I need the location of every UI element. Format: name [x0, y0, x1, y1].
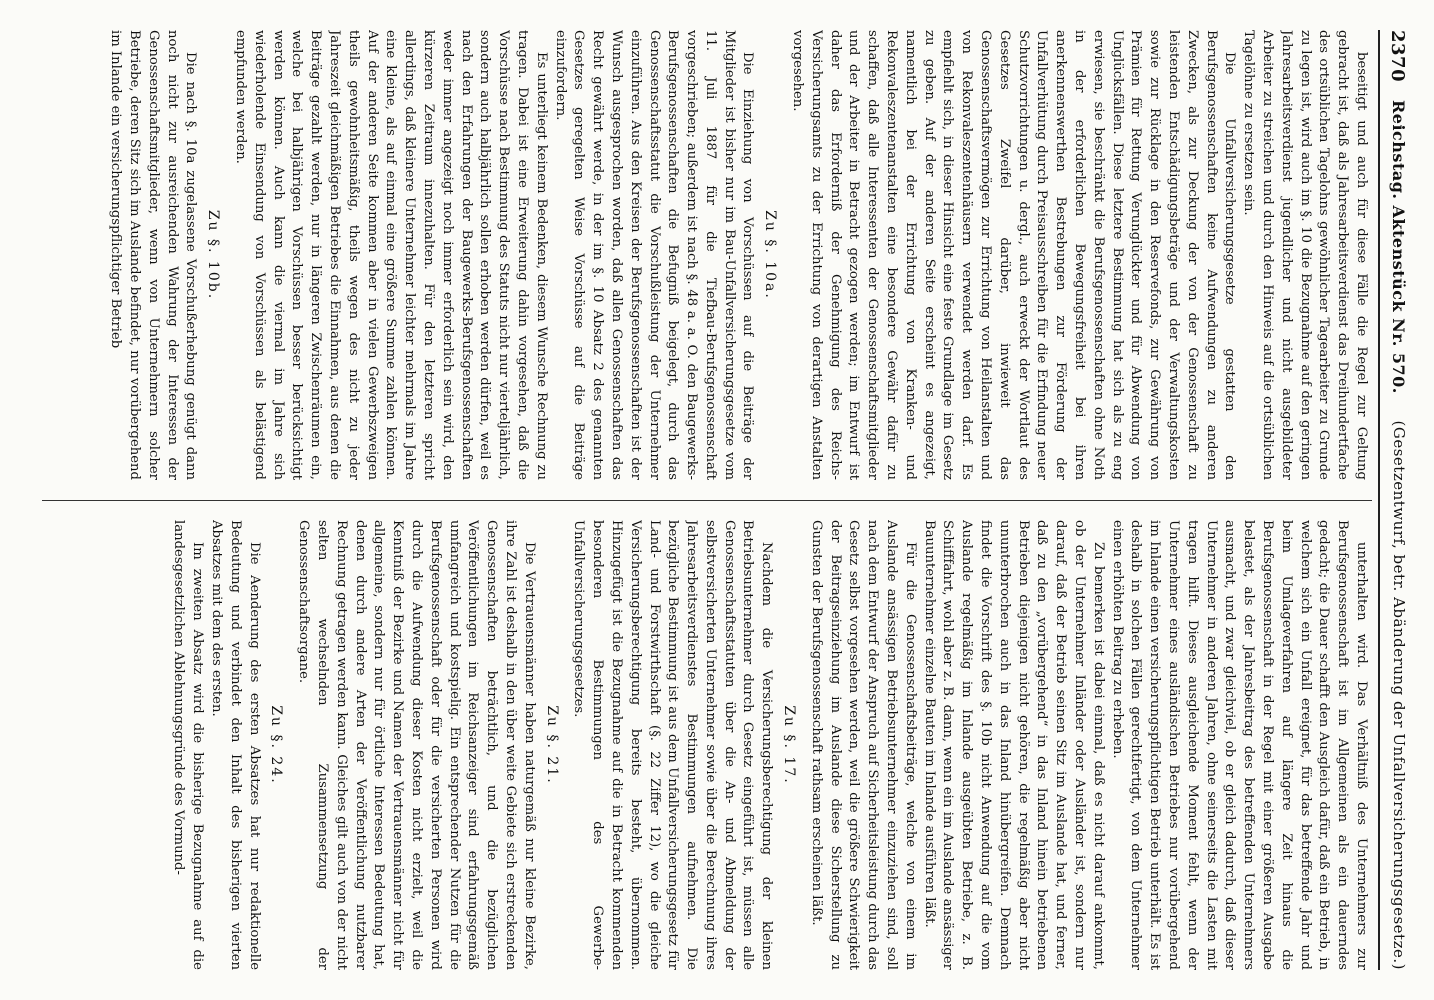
- section-heading: Zu §. 17.: [781, 705, 798, 785]
- paragraph: Die nach §. 10a zugelassene Vorschußerhebung genügt dann noch nicht zur ausreichenden Wahrung der Interessen der Genossenschaftsmitglieder, wenn von Unternehmern solcher Betriebe, deren Sitz sich im Auslande befindet, nur vorübergehend im Inlande ein versicherungspflichtiger Betrieb: [108, 30, 199, 480]
- paragraph: beseitigt und auch für diese Fälle die Regel zur Geltung gebracht ist, daß als Jahresarbeitsverdienst das Dreihundertfache des ortsüblichen Tagelohns gewöhnlicher Tagearbeiter zu Grunde zu legen ist, wird auch im §. 10 die Bezugnahme auf den geringen Jahresarbeitsverdienst jugendlicher und nicht ausgebildeter Arbeiter zu streichen und durch den Hinweis auf die ortsüblichen Tagelöhne zu ersetzen sein.: [1241, 30, 1369, 480]
- left-column: [40, 30, 1370, 480]
- page-subtitle: (Gesetzentwurf, betr. Abänderung der Unfallversicherungsgesetze.): [1390, 420, 1408, 970]
- paragraph: Es unterliegt keinem Bedenken, diesem Wunsche Rechnung zu tragen. Dabei ist eine Erweiterung dahin vorgesehen, daß die Vorschüsse nach Bestimmung des Statuts nicht nur vierteljährlich, sondern auch halbjährlich sollen erhoben werden dürfen, weil es nach den Erfahrungen der Baugewerks-Berufsgenossenschaften weder immer angezeigt noch immer erforderlich sein wird, den kürzeren Zeitraum innezuhalten. Für den letzteren spricht allerdings, daß kleinere Unternehmer leichter mehrmals im Jahre eine kleine, als auf einmal eine größere Summe zahlen können. Auf der anderen Seite kommen aber in vielen Gewerbszweigen theils gewohnheitsmäßig, theils wegen des nicht zu jeder Jahreszeit gleichmäßigen Betriebes die Einnahmen, aus denen die Beiträge gezahlt werden, nur in längeren Zwischenräumen ein, welche bei halbjährigen Vorschüssen besser berücksichtigt werden können. Auch kann die viermal im Jahre sich wiederholende Einsendung von Vorschüssen als belästigend empfunden werden.: [232, 30, 549, 480]
- column-divider: [42, 500, 1372, 501]
- section-heading: Zu §. 10b.: [205, 209, 222, 301]
- right-column: [40, 520, 1370, 970]
- paragraph: Die Unfallversicherungsgesetze gestatten den Berufsgenossenschaften keine Aufwendungen zu anderen Zwecken, als zur Deckung der von der Genossenschaft zu leistenden Entschädigungsbeträge und der Verwaltungskosten sowie zur Rücklage in den Reservefonds, zur Gewährung von Prämien für Rettung Verunglückter und für Abwendung von Unglücksfällen. Diese letztere Bestimmung hat sich als zu eng erwiesen, sie beschränkt die Berufsgenossenschaften ohne Noth in der erforderlichen Bewegungsfreiheit bei ihren anerkennenswerthen Bestrebungen zur Förderung der Unfallverhütung durch Preisausschreiben für die Erfindung neuer Schutzvorrichtungen u. dergl., auch erweckt der Wortlaut des Gesetzes Zweifel darüber, inwieweit das Genossenschaftsvermögen zur Errichtung von Heilanstalten und von Rekonvaleszentenhäusern verwendet werden darf. Es empfiehlt sich, in dieser Hinsicht eine feste Grundlage im Gesetz zu geben. Auf der anderen Seite erscheint es angezeigt, namentlich bei der Errichtung von Kranken- und Rekonvaleszentenanstalten eine besondere Gewähr dafür zu schaffen, daß alle Interessenten der Genossenschaftsmitglieder und der Arbeiter in Betracht gezogen werden; im Entwurf ist daher das Erforderniß der Genehmigung des Reichs-Versicherungsamts zu der Errichtung von derartigen Anstalten vorgesehen.: [790, 30, 1238, 480]
- page-title: Reichstag. Aktenstück Nr. 570.: [1389, 100, 1408, 394]
- paragraph: Für die Genossenschaftsbeiträge, welche von einem im Auslande ansässigen Betriebsunternehmer einzuziehen sind, soll nach dem Entwurf der Anspruch auf Sicherheitsleistung durch das Gesetz selbst vorgesehen werden, weil die größere Schwierigkeit der Beitragseinziehung im Auslande diese Sicherstellung zu Gunsten der Berufsgenossenschaft rathsam erscheinen läßt.: [808, 520, 918, 970]
- paragraph: Die Aenderung des ersten Absatzes hat nur redaktionelle Bedeutung und verbindet den Inhalt des bisherigen vierten Absatzes mit dem des ersten.: [208, 520, 262, 970]
- page-header: [1378, 30, 1420, 970]
- paragraph: Zu bemerken ist dabei einmal, daß es nicht darauf ankommt, ob der Unternehmer Inländer oder Ausländer ist, sondern nur darauf, daß der Betrieb seinen Sitz im Auslande hat, und ferner, daß zu den „vorübergehend“ in das Inland hinein betriebenen Betrieben diejenigen nicht gehören, die regelmäßig aber nicht ununterbrochen auch in das Inland hinübergreifen. Demnach findet die Vorschrift des §. 10b nicht Anwendung auf die vom Auslande regelmäßig im Inlande ausgeübten Betriebe, z. B. Schifffahrt, wohl aber z. B. dann, wenn ein im Auslande ansässiger Bauunternehmer einzelne Bauten im Inlande ausführen läßt.: [921, 520, 1106, 970]
- page-number: 2370: [1387, 30, 1408, 83]
- section-heading: Zu §. 24.: [268, 705, 285, 785]
- paragraph: Im zweiten Absatz wird die bisherige Bezugnahme auf die landesgesetzlichen Ablehnungsgründe des Vormund-: [171, 520, 206, 970]
- paragraph: Die Einziehung von Vorschüssen auf die Beiträge der Mitglieder ist bisher nur im Bau-Unfallversicherungsgesetze vom 11. Juli 1887 für die Tiefbau-Berufsgenossenschaft vorgeschrieben; außerdem ist nach §. 48 a. a. O. den Baugewerks-Berufsgenossenschaften die Befugniß beigelegt, durch das Genossenschaftsstatut die Vorschußleistung der Unternehmer einzuführen. Aus den Kreisen der Berufsgenossenschaften ist der Wunsch ausgesprochen worden, daß allen Genossenschaften das Recht gewährt werde, in der im §. 10 Absatz 2 des genannten Gesetzes geregelten Weise Vorschüsse auf die Beiträge einzufordern.: [552, 30, 756, 480]
- section-heading: Zu §. 10a.: [762, 210, 779, 300]
- section-heading: Zu §. 21.: [543, 705, 560, 785]
- paragraph: Nachdem die Versicherungsberechtigung der kleinen Betriebsunternehmer durch Gesetz eingeführt ist, müssen alle Genossenschaftsstatuten über die An- und Abmeldung der selbstversicherten Unternehmer sowie über die Berechnung ihres Jahresarbeitsverdienstes Bestimmungen aufnehmen. Die bezügliche Bestimmung ist aus dem Unfallversicherungsgesetz für Land- und Forstwirthschaft (§. 22 Ziffer 12), wo die gleiche Versicherungsberechtigung bereits besteht, übernommen. Hinzugefügt ist die Bezugnahme auf die in Betracht kommenden besonderen Bestimmungen des Gewerbe-Unfallversicherungsgesetzes.: [571, 520, 775, 970]
- paragraph: Die Vertrauensmänner haben naturgemäß nur kleine Bezirke, ihre Zahl ist deshalb in den über weite Gebiete sich erstreckenden Genossenschaften beträchtlich, und die bezüglichen Veröffentlichungen im Reichsanzeiger sind erfahrungsgemäß umfangreich und kostspielig. Ein entsprechender Nutzen für die Berufsgenossenschaft oder für die versicherten Personen wird durch die Aufwendung dieser Kosten nicht erzielt, weil die Kenntniß der Bezirke und Namen der Vertrauensmänner nicht für allgemeine, sondern nur für örtliche Interessen Bedeutung hat, denen durch andere Arten der Veröffentlichung nutzbarer Rechnung getragen werden kann. Gleiches gilt auch von der nicht selten wechselnden Zusammensetzung der Genossenschaftsorgane.: [296, 520, 537, 970]
- paragraph: unterhalten wird. Das Verhältniß des Unternehmers zur Berufsgenossenschaft ist im Allgemeinen als ein dauerndes gedacht; die Dauer schafft den Ausgleich dafür, daß ein Betrieb, in welchem sich ein Unfall ereignet, für das betreffende Jahr und beim Umlageverfahren auf längere Zeit hinaus die Berufsgenossenschaft in der Regel mit einer größeren Ausgabe belastet, als der Jahresbeitrag des betreffenden Unternehmers ausmacht, und zwar gleichviel, ob er gleich dadurch, daß dieser Unternehmer in anderen Jahren, ohne seinerseits die Lasten mit tragen hilft. Dieses ausgleichende Moment fehlt, wenn der Unternehmer eines ausländischen Betriebes nur vorübergehend im Inlande einen versicherungspflichtigen Betrieb unterhält. Es ist deshalb in solchen Fällen gerechtfertigt, von dem Unternehmer einen erhöhten Beitrag zu erheben.: [1109, 520, 1369, 970]
